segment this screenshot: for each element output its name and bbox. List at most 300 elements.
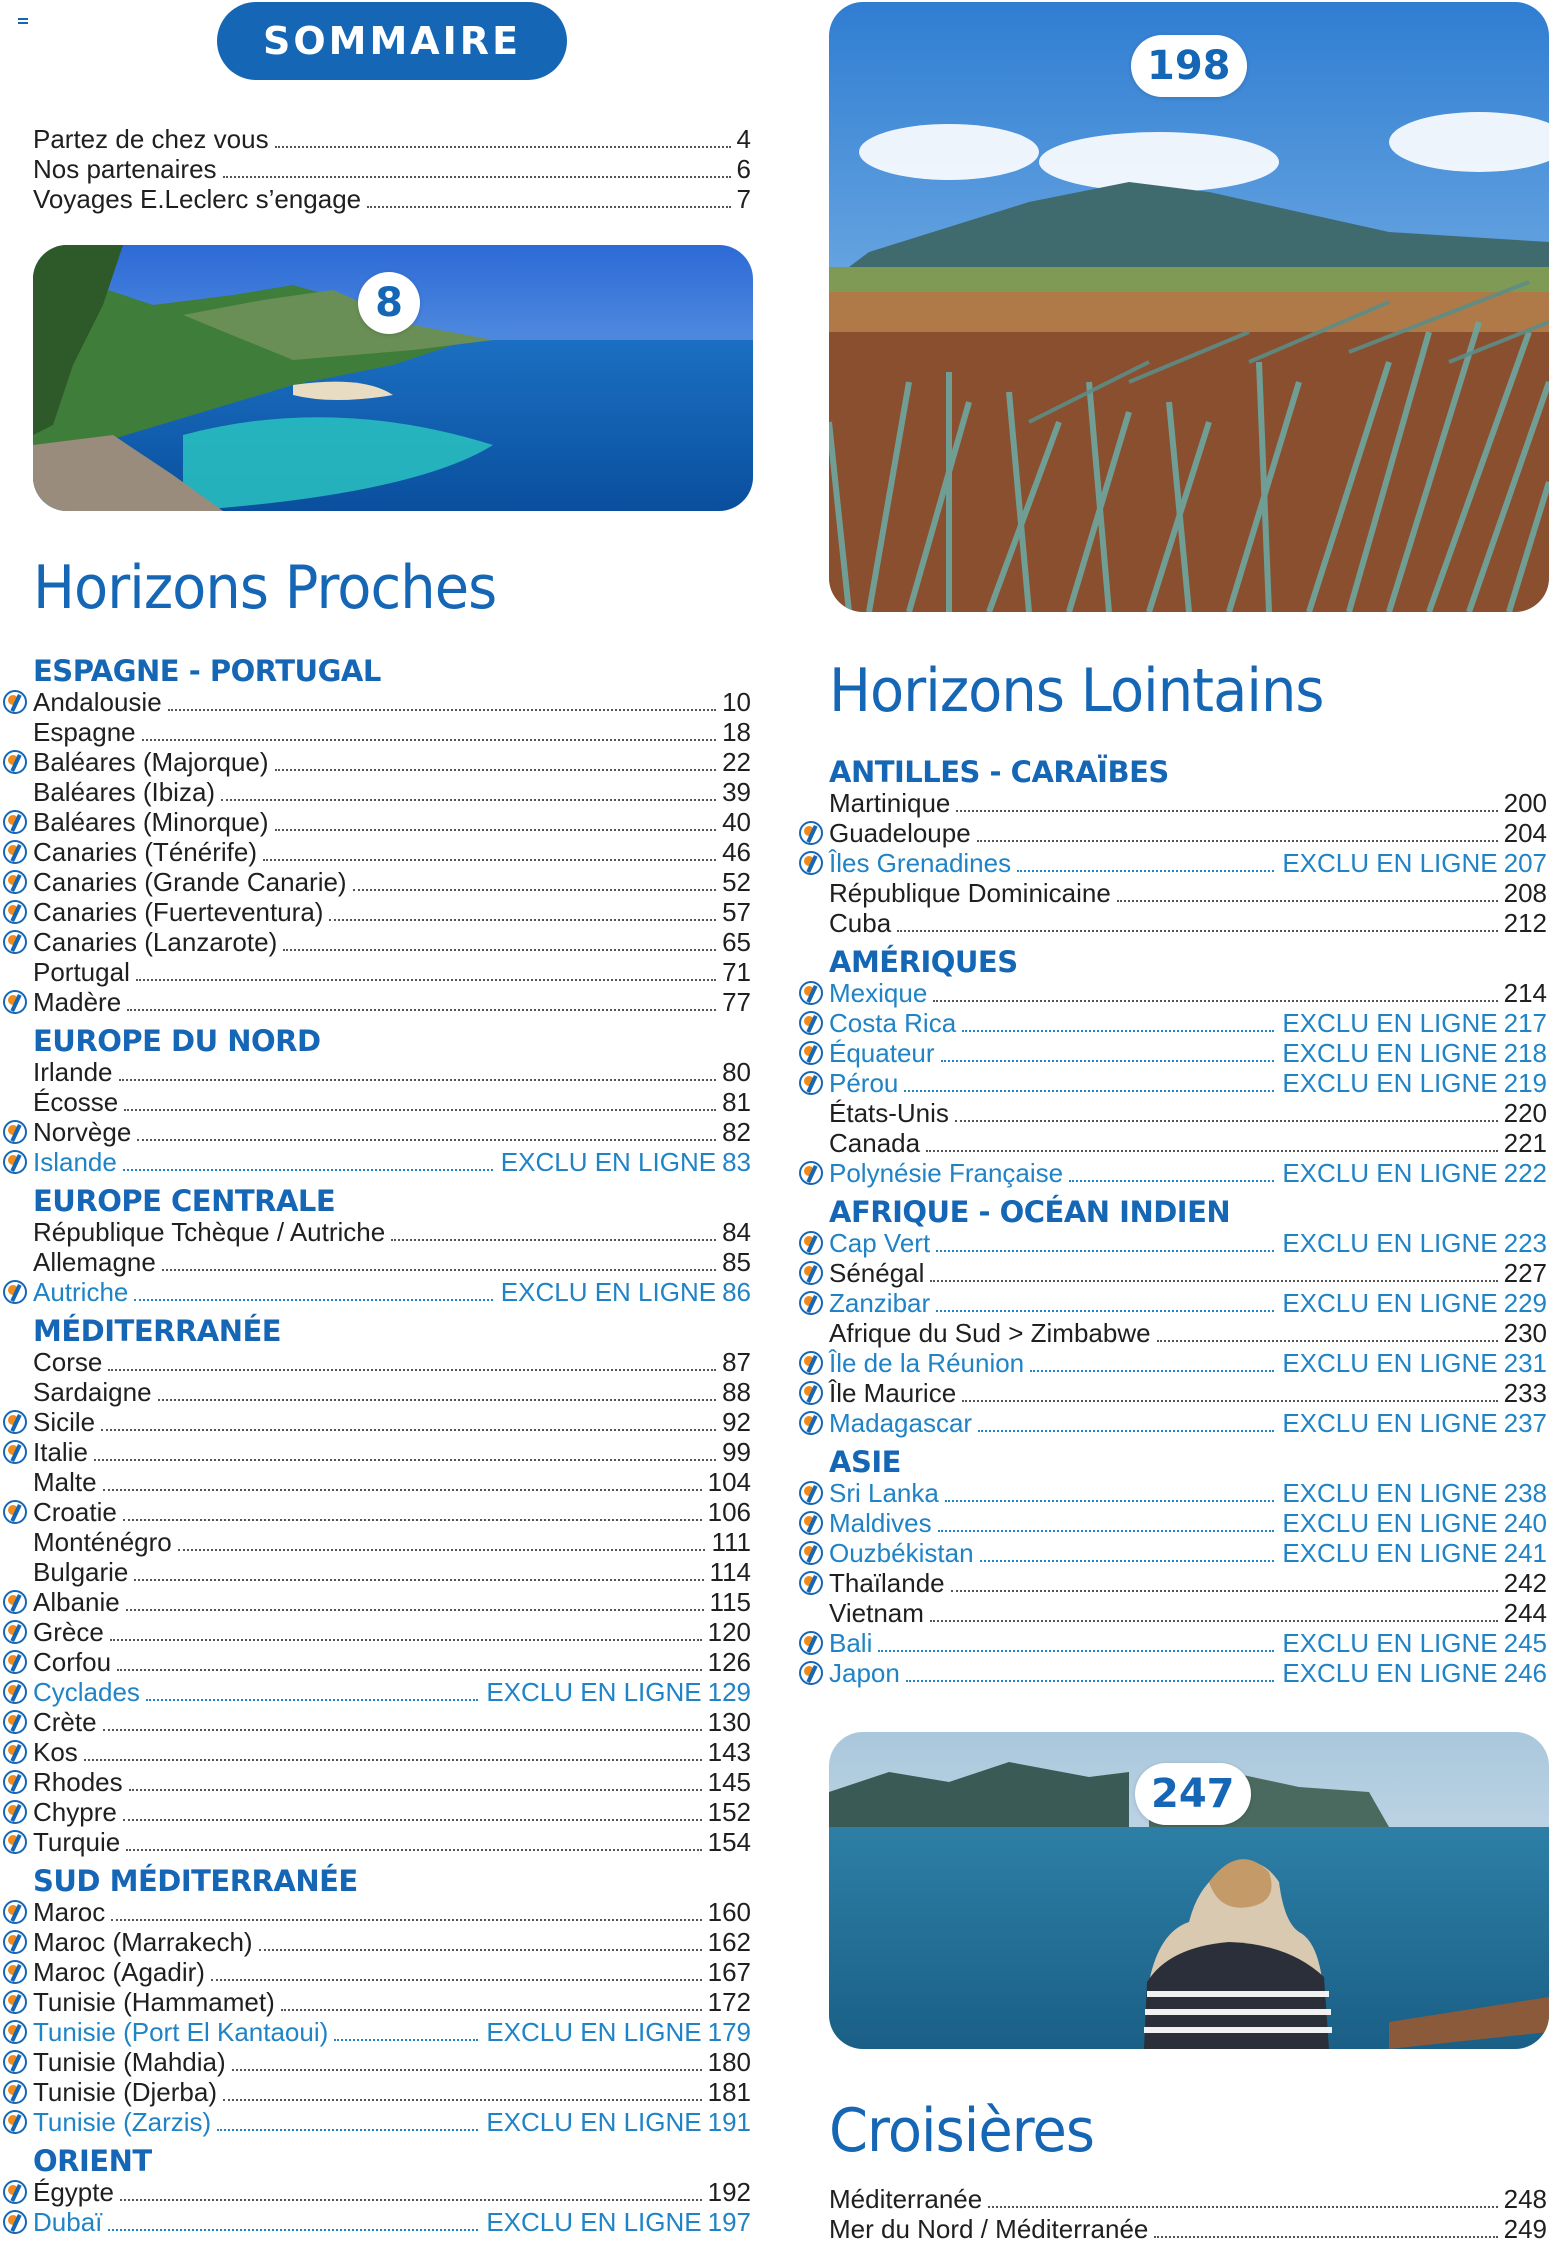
toc-row-sri-lanka[interactable] [829,1478,1547,1508]
toc-row-canaries-fuerteventura [33,897,751,927]
leader-dots [353,889,716,891]
leader-dots [933,1000,1497,1002]
page-number: 162 [707,1927,751,1957]
traveler-icon [799,1261,823,1285]
leader-dots [103,1489,702,1491]
destination-name: Baléares (Ibiza) [33,777,216,807]
destination-name[interactable]: Tunisie (Port El Kantaoui) [33,2017,329,2047]
page-number: 248 [1503,2184,1547,2214]
exclu-en-ligne-label: EXCLU EN LIGNE [1282,1348,1498,1378]
toc-row-crete [33,1707,751,1737]
toc-row-portugal [33,957,751,987]
leader-dots [178,1549,706,1551]
agave-photo [829,2,1549,612]
toc-row-norvege [33,1117,751,1147]
toc-row-mediterranee [829,2184,1547,2214]
traveler-icon [799,1661,823,1685]
destination-name: Allemagne [33,1247,156,1277]
leader-dots [221,799,716,801]
page-number: 6 [736,154,751,184]
leader-dots [259,1949,702,1951]
toc-row-martinique [829,788,1547,818]
leader-dots [955,1120,1498,1122]
traveler-icon [799,1481,823,1505]
destination-name: Voyages E.Leclerc s’engage [33,184,362,214]
traveler-icon [799,851,823,875]
page-number: 106 [707,1497,751,1527]
exclu-en-ligne-label: EXCLU EN LIGNE [1282,1008,1498,1038]
leader-dots [926,1150,1498,1152]
toc-row-albanie [33,1587,751,1617]
destination-name: Kos [33,1737,78,1767]
destination-name[interactable]: Madagascar [829,1408,973,1438]
destination-name[interactable]: Polynésie Française [829,1158,1064,1188]
traveler-icon [3,1800,27,1824]
page-number: 229 [1503,1288,1547,1318]
leader-dots [232,2069,702,2071]
toc-row-islande[interactable] [33,1147,751,1177]
destination-name: Partez de chez vous [33,124,269,154]
toc-row-tunisie-port-el-kantaoui[interactable] [33,2017,751,2047]
traveler-icon [3,930,27,954]
page-number: 145 [707,1767,751,1797]
destination-name[interactable]: Autriche [33,1277,129,1307]
page-number: 200 [1503,788,1547,818]
leader-dots [977,840,1498,842]
toc-row-grece [33,1617,751,1647]
destination-name: Irlande [33,1057,113,1087]
destination-name: Baléares (Minorque) [33,807,269,837]
traveler-icon [3,2020,27,2044]
page-number: 246 [1503,1658,1547,1688]
traveler-icon [3,810,27,834]
destination-name: Tunisie (Djerba) [33,2077,217,2107]
page-number: 57 [722,897,751,927]
toc-row-nos-partenaires [33,154,751,184]
page-number: 240 [1503,1508,1547,1538]
toc-row-kos [33,1737,751,1767]
destination-name: Égypte [33,2177,114,2207]
exclu-en-ligne-label: EXCLU EN LIGNE [1282,1538,1498,1568]
traveler-icon [799,1351,823,1375]
leader-dots [283,949,716,951]
leader-dots [897,930,1497,932]
traveler-icon [3,840,27,864]
traveler-icon [3,690,27,714]
page-number: 167 [707,1957,751,1987]
leader-dots [137,1139,716,1141]
destination-name: Mer du Nord / Méditerranée [829,2214,1149,2244]
traveler-icon [3,1590,27,1614]
toc-row-vietnam [829,1598,1547,1628]
toc-row-rhodes [33,1767,751,1797]
page-number: 221 [1503,1128,1547,1158]
page-badge-lointains: 198 [1131,35,1247,97]
page-number: 152 [707,1797,751,1827]
destination-name[interactable]: Japon [829,1658,900,1688]
leader-dots [962,1400,1497,1402]
destination-name: Martinique [829,788,951,818]
traveler-icon [3,1960,27,1984]
section-heading: AFRIQUE - OCÉAN INDIEN [829,1195,1231,1229]
toc-row-senegal [829,1258,1547,1288]
toc-row-ile-de-la-reunion[interactable] [829,1348,1547,1378]
toc-row-ile-maurice [829,1378,1547,1408]
page-number: 179 [707,2017,751,2047]
toc-row-tunisie-djerba [33,2077,751,2107]
leader-dots [142,739,716,741]
page-number: 143 [707,1737,751,1767]
leader-dots [111,1919,701,1921]
page-number: 230 [1503,1318,1547,1348]
exclu-en-ligne-label: EXCLU EN LIGNE [1282,1628,1498,1658]
toc-row-partez-de-chez-vous [33,124,751,154]
toc-row-tunisie-mahdia [33,2047,751,2077]
destination-name[interactable]: Équateur [829,1038,935,1068]
page-number: 65 [722,927,751,957]
toc-row-voyages-e-leclerc-s-engage [33,184,751,214]
toc-row-cuba [829,908,1547,938]
destination-name[interactable]: Cyclades [33,1677,140,1707]
destination-name: Corfou [33,1647,112,1677]
destination-name: Andalousie [33,687,162,717]
leader-dots [108,2229,478,2231]
traveler-icon [3,1410,27,1434]
traveler-icon [3,2180,27,2204]
traveler-icon [3,1620,27,1644]
leader-dots [127,1009,716,1011]
page-number: 242 [1503,1568,1547,1598]
page-number: 114 [709,1557,751,1587]
destination-name: Canaries (Ténérife) [33,837,257,867]
destination-name: Tunisie (Mahdia) [33,2047,226,2077]
traveler-icon [3,1500,27,1524]
leader-dots [146,1699,478,1701]
traveler-icon [799,1411,823,1435]
page-number: 231 [1503,1348,1547,1378]
leader-dots [263,859,716,861]
traveler-icon [799,1541,823,1565]
page-number: 7 [736,184,751,214]
page-number: 18 [722,717,751,747]
corner-mark [18,18,28,24]
page-number: 77 [722,987,751,1017]
toc-row-bali[interactable] [829,1628,1547,1658]
page-number: 237 [1503,1408,1547,1438]
toc-row-baleares-ibiza [33,777,751,807]
destination-name[interactable]: Costa Rica [829,1008,957,1038]
page-number: 217 [1503,1008,1547,1038]
leader-dots [1154,2236,1497,2238]
destination-name: Mexique [829,978,928,1008]
traveler-icon [799,1571,823,1595]
page-number: 207 [1503,848,1547,878]
page-number: 80 [722,1057,751,1087]
destination-name[interactable]: Sri Lanka [829,1478,939,1508]
destination-name: Afrique du Sud > Zimbabwe [829,1318,1151,1348]
leader-dots [275,146,731,148]
leader-dots [123,1169,493,1171]
toc-row-republique-dominicaine [829,878,1547,908]
destination-name[interactable]: Bali [829,1628,873,1658]
exclu-en-ligne-label: EXCLU EN LIGNE [1282,1478,1498,1508]
traveler-icon [3,2080,27,2104]
page-number: 83 [722,1147,751,1177]
leader-dots [108,1369,716,1371]
section-heading: SUD MÉDITERRANÉE [33,1864,358,1898]
leader-dots [1157,1340,1498,1342]
leader-dots [1017,870,1274,872]
leader-dots [168,709,716,711]
leader-dots [962,1030,1274,1032]
traveler-icon [3,2050,27,2074]
exclu-en-ligne-label: EXCLU EN LIGNE [500,1147,717,1177]
traveler-icon [3,1900,27,1924]
page-number: 130 [707,1707,751,1737]
page-number: 227 [1503,1258,1547,1288]
page-number: 191 [707,2107,751,2137]
page-number: 238 [1503,1478,1547,1508]
page-number: 129 [707,1677,751,1707]
leader-dots [281,2009,702,2011]
exclu-en-ligne-label: EXCLU EN LIGNE [486,2017,702,2047]
destination-name[interactable]: Maldives [829,1508,932,1538]
exclu-en-ligne-label: EXCLU EN LIGNE [486,1677,702,1707]
leader-dots [329,919,716,921]
exclu-en-ligne-label: EXCLU EN LIGNE [486,2107,702,2137]
destination-name: Monténégro [33,1527,172,1557]
toc-row-chypre [33,1797,751,1827]
page-number: 111 [711,1527,751,1557]
destination-name: Vietnam [829,1598,924,1628]
page-number: 244 [1503,1598,1547,1628]
toc-row-guadeloupe [829,818,1547,848]
destination-name[interactable]: Tunisie (Zarzis) [33,2107,212,2137]
destination-name[interactable]: Dubaï [33,2207,103,2237]
page-number: 222 [1503,1158,1547,1188]
croisieres-title: Croisières [829,2096,1095,2166]
exclu-en-ligne-label: EXCLU EN LIGNE [486,2207,702,2237]
page-number: 218 [1503,1038,1547,1068]
leader-dots [941,1060,1275,1062]
page-number: 104 [707,1467,751,1497]
page-number: 71 [722,957,751,987]
leader-dots [217,2129,478,2131]
traveler-icon [799,981,823,1005]
page-number: 160 [707,1897,751,1927]
toc-row-dubai[interactable] [33,2207,751,2237]
toc-row-republique-tcheque-autriche [33,1217,751,1247]
traveler-icon [3,1680,27,1704]
destination-name: Corse [33,1347,103,1377]
exclu-en-ligne-label: EXCLU EN LIGNE [1282,1408,1498,1438]
toc-row-madagascar[interactable] [829,1408,1547,1438]
toc-row-mexique [829,978,1547,1008]
exclu-en-ligne-label: EXCLU EN LIGNE [1282,1228,1498,1258]
page-number: 172 [707,1987,751,2017]
leader-dots [951,1590,1498,1592]
traveler-icon [3,2210,27,2234]
page-number: 39 [722,777,751,807]
toc-row-turquie [33,1827,751,1857]
toc-row-maldives[interactable] [829,1508,1547,1538]
toc-row-malte [33,1467,751,1497]
toc-row-zanzibar[interactable] [829,1288,1547,1318]
leader-dots [978,1430,1274,1432]
destination-name: Madère [33,987,122,1017]
exclu-en-ligne-label: EXCLU EN LIGNE [1282,1158,1498,1188]
leader-dots [980,1560,1275,1562]
leader-dots [945,1500,1274,1502]
section-heading: ASIE [829,1445,901,1479]
destination-name: République Dominicaine [829,878,1111,908]
toc-row-autriche[interactable] [33,1277,751,1307]
traveler-icon [799,1071,823,1095]
leader-dots [1117,900,1498,902]
toc-row-cyclades[interactable] [33,1677,751,1707]
traveler-icon [799,821,823,845]
toc-row-equateur[interactable] [829,1038,1547,1068]
toc-row-iles-grenadines[interactable] [829,848,1547,878]
toc-row-japon[interactable] [829,1658,1547,1688]
section-heading: ESPAGNE - PORTUGAL [33,654,381,688]
toc-row-bulgarie [33,1557,751,1587]
toc-row-baleares-majorque [33,747,751,777]
leader-dots [126,1609,704,1611]
destination-name: Sénégal [829,1258,925,1288]
page-number: 180 [707,2047,751,2077]
exclu-en-ligne-label: EXCLU EN LIGNE [1282,1288,1498,1318]
traveler-icon [799,1231,823,1255]
leader-dots [391,1239,716,1241]
destination-name: Espagne [33,717,136,747]
toc-row-sardaigne [33,1377,751,1407]
destination-name[interactable]: Ouzbékistan [829,1538,974,1568]
toc-row-croatie [33,1497,751,1527]
destination-name: Thaïlande [829,1568,945,1598]
toc-row-costa-rica[interactable] [829,1008,1547,1038]
destination-name: Sardaigne [33,1377,152,1407]
destination-name: Croatie [33,1497,117,1527]
traveler-icon [3,1770,27,1794]
destination-name: Canaries (Grande Canarie) [33,867,347,897]
destination-name: États-Unis [829,1098,949,1128]
destination-name: République Tchèque / Autriche [33,1217,386,1247]
destination-name: Bulgarie [33,1557,129,1587]
destination-name: Norvège [33,1117,132,1147]
page-number: 92 [722,1407,751,1437]
horizons-proches-title: Horizons Proches [33,553,497,623]
toc-row-ouzbekistan[interactable] [829,1538,1547,1568]
destination-name: Écosse [33,1087,119,1117]
toc-row-maroc [33,1897,751,1927]
destination-name: Grèce [33,1617,104,1647]
toc-row-espagne [33,717,751,747]
destination-name[interactable]: Île de la Réunion [829,1348,1025,1378]
page-number: 220 [1503,1098,1547,1128]
page-number: 181 [707,2077,751,2107]
leader-dots [84,1759,702,1761]
traveler-icon [3,1650,27,1674]
toc-row-mer-du-nord-mediterranee [829,2214,1547,2244]
page-badge-croisieres: 247 [1135,1763,1251,1825]
toc-row-tunisie-hammamet [33,1987,751,2017]
traveler-icon [799,1291,823,1315]
leader-dots [158,1399,717,1401]
traveler-icon [3,900,27,924]
destination-name[interactable]: Pérou [829,1068,899,1098]
destination-name: Canada [829,1128,921,1158]
destination-name: Guadeloupe [829,818,971,848]
leader-dots [120,2199,702,2201]
page-number: 82 [722,1117,751,1147]
page-number: 46 [722,837,751,867]
toc-row-italie [33,1437,751,1467]
destination-name[interactable]: Zanzibar [829,1288,931,1318]
page-number: 40 [722,807,751,837]
destination-name: Malte [33,1467,97,1497]
page-number: 99 [722,1437,751,1467]
destination-name[interactable]: Îles Grenadines [829,848,1012,878]
leader-dots [134,1579,703,1581]
page-number: 86 [722,1277,751,1307]
traveler-icon [799,1511,823,1535]
traveler-icon [3,1120,27,1144]
toc-row-tunisie-zarzis[interactable] [33,2107,751,2137]
page-badge-proches: 8 [358,272,420,334]
destination-name: Rhodes [33,1767,123,1797]
leader-dots [211,1979,702,1981]
toc-row-perou[interactable] [829,1068,1547,1098]
destination-name: Méditerranée [829,2184,983,2214]
horizons-lointains-title: Horizons Lointains [829,656,1324,726]
toc-row-montenegro [33,1527,751,1557]
toc-row-egypte [33,2177,751,2207]
leader-dots [162,1269,716,1271]
page-number: 249 [1503,2214,1547,2244]
exclu-en-ligne-label: EXCLU EN LIGNE [1282,1038,1498,1068]
leader-dots [956,810,1497,812]
leader-dots [930,1280,1497,1282]
exclu-en-ligne-label: EXCLU EN LIGNE [1282,1658,1498,1688]
traveler-icon [3,1990,27,2014]
destination-name: Albanie [33,1587,120,1617]
section-heading: AMÉRIQUES [829,945,1018,979]
page-number: 52 [722,867,751,897]
toc-row-canaries-grande-canarie [33,867,751,897]
section-heading: EUROPE CENTRALE [33,1184,336,1218]
page-number: 115 [709,1587,751,1617]
leader-dots [103,1729,702,1731]
page-number: 126 [707,1647,751,1677]
destination-name[interactable]: Cap Vert [829,1228,931,1258]
page-number: 87 [722,1347,751,1377]
destination-name: Chypre [33,1797,117,1827]
leader-dots [223,2099,702,2101]
leader-dots [936,1310,1274,1312]
toc-row-maroc-agadir [33,1957,751,1987]
traveler-icon [3,2110,27,2134]
toc-row-cap-vert[interactable] [829,1228,1547,1258]
toc-row-baleares-minorque [33,807,751,837]
leader-dots [334,2039,478,2041]
toc-row-corse [33,1347,751,1377]
destination-name: Crète [33,1707,97,1737]
destination-name[interactable]: Islande [33,1147,117,1177]
toc-row-polynesie-francaise[interactable] [829,1158,1547,1188]
toc-row-ecosse [33,1087,751,1117]
leader-dots [134,1299,492,1301]
